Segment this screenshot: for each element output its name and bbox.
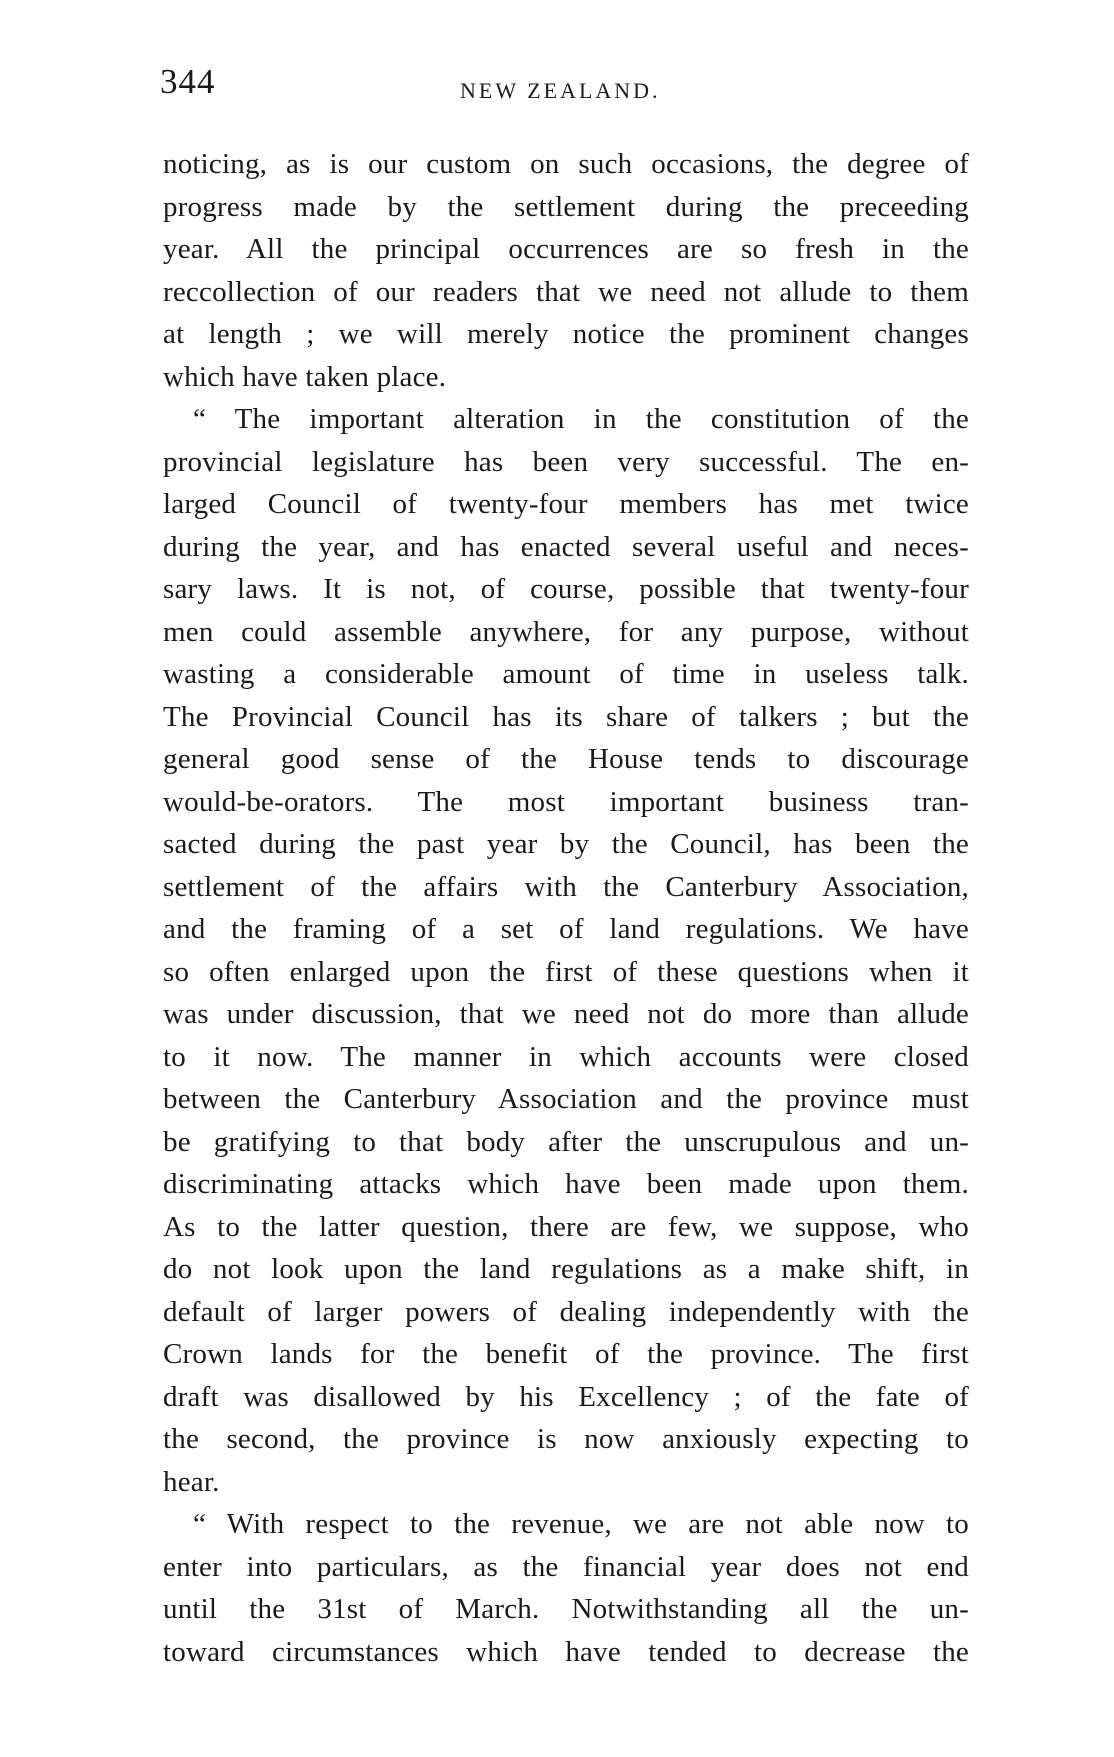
text-line: enter into particulars, as the financial year does not end: [163, 1550, 969, 1583]
text-line: during the year, and has enacted several useful and neces-: [163, 530, 969, 563]
text-line: noticing, as is our custom on such occasions, the degree of: [163, 148, 969, 180]
running-head: NEW ZEALAND.: [460, 78, 661, 103]
text-line: The Provincial Council has its share of talkers ; but the: [163, 700, 969, 733]
page-number: 344: [160, 62, 216, 101]
text-line: larged Council of twenty-four members has met twice: [163, 488, 969, 520]
text-line: settlement of the affairs with the Canterbury Association,: [163, 870, 969, 903]
text-line: until the 31st of March. Notwithstanding all the un-: [163, 1593, 969, 1625]
text-line: provincial legislature has been very successful. The en-: [163, 445, 969, 478]
text-line: year. All the principal occurrences are so fresh in the: [163, 233, 969, 265]
text-line: do not look upon the land regulations as a make shift, in: [163, 1253, 969, 1285]
text-line: at length ; we will merely notice the prominent changes: [163, 318, 969, 350]
text-line: Crown lands for the benefit of the province. The first: [163, 1338, 969, 1370]
text-line: between the Canterbury Association and the province must: [163, 1083, 969, 1115]
text-line: be gratifying to that body after the unscrupulous and un-: [163, 1125, 969, 1158]
text-line: and the framing of a set of land regulations. We have: [163, 913, 969, 945]
text-line: sacted during the past year by the Council, has been the: [163, 828, 969, 860]
text-line: default of larger powers of dealing independently with the: [163, 1295, 969, 1328]
text-line: reccollection of our readers that we need not allude to them: [163, 275, 969, 308]
text-line: which have taken place.: [163, 360, 447, 393]
text-line: so often enlarged upon the first of these questions when it: [163, 955, 969, 988]
text-line: the second, the province is now anxiously expecting to: [163, 1423, 969, 1455]
text-line: As to the latter question, there are few, we suppose, who: [163, 1210, 969, 1243]
text-line: progress made by the settlement during the preceeding: [163, 190, 969, 223]
text-line: “ The important alteration in the constitution of the: [193, 403, 969, 435]
text-line: sary laws. It is not, of course, possible that twenty-four: [163, 573, 969, 605]
text-line: toward circumstances which have tended to decrease the: [163, 1635, 969, 1668]
text-line: general good sense of the House tends to discourage: [163, 743, 969, 775]
body-text: [163, 143, 969, 1673]
text-line: draft was disallowed by his Excellency ; of the fate of: [163, 1380, 969, 1413]
text-line: was under discussion, that we need not do more than allude: [163, 998, 969, 1030]
text-line: hear.: [163, 1465, 220, 1498]
text-line: would-be-orators. The most important business tran-: [163, 785, 969, 818]
page-header: [160, 62, 972, 112]
text-line: men could assemble anywhere, for any purpose, without: [163, 615, 969, 648]
text-line: discriminating attacks which have been made upon them.: [163, 1168, 969, 1200]
text-line: wasting a considerable amount of time in useless talk.: [163, 658, 969, 690]
text-line: “ With respect to the revenue, we are not able now to: [193, 1508, 969, 1540]
text-line: to it now. The manner in which accounts were closed: [163, 1040, 969, 1073]
